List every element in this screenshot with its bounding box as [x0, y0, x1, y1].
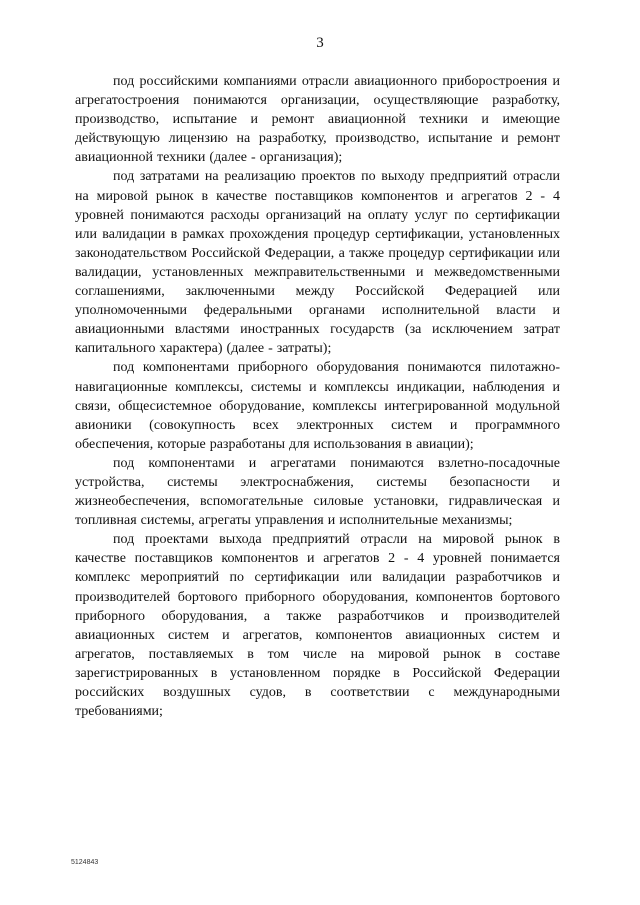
definition-costs-paragraph: под затратами на реализацию проектов по выходу предприятий отрасли на мировой рынок в качестве поставщиков компонентов и агрегатов 2 - 4 уровней понимаются расходы организаций на оплату услуг по сертификации или валидации в рамках прохождения процедур сертификации, установленных законодательством Российской Федерации, а также процедур сертификации или валидации, установленных межправительственными и межведомственными соглашениями, заключенными между Российской Федерацией или уполномоченными федеральными органами исполнительной власти и авиационными властями иностранных государств (за исключением затрат капитального характера) (далее - затраты);	[75, 169, 560, 357]
page-number: 3	[316, 35, 324, 51]
document-body	[75, 72, 560, 721]
definition-organization-paragraph: под российскими компаниями отрасли авиационного приборостроения и агрегатостроения понимаются организации, осуществляющие разработку, производство, испытание и ремонт авиационной техники и имеющие действующую лицензию на разработку, производство, испытание и ремонт авиационной техники (далее - организация);	[75, 74, 560, 166]
definition-projects-paragraph: под проектами выхода предприятий отрасли на мировой рынок в качестве поставщиков компонентов и агрегатов 2 - 4 уровней понимается комплекс мероприятий по сертификации или валидации разработчиков и производителей бортового приборного оборудования, компонентов бортового приборного оборудования, а также разработчиков и производителей авиационных систем и агрегатов, компонентов авиационных систем и агрегатов, поставляемых в том числе на мировой рынок в составе зарегистрированных в установленном порядке в Российской Федерации российских воздушных судов, в соответствии с международными требованиями;	[75, 532, 560, 720]
definition-instrument-components-paragraph: под компонентами приборного оборудования понимаются пилотажно-навигационные комплексы, системы и комплексы индикации, наблюдения и связи, общесистемное оборудование, комплексы интегрированной модульной авионики (совокупность всех электронных систем и программного обеспечения, которые разработаны для использования в авиации);	[75, 360, 560, 452]
definition-components-units-paragraph: под компонентами и агрегатами понимаются взлетно-посадочные устройства, системы электроснабжения, системы безопасности и жизнеобеспечения, вспомогательные силовые установки, гидравлическая и топливная системы, агрегаты управления и исполнительные механизмы;	[75, 455, 560, 529]
document-code: 5124843	[71, 859, 99, 866]
